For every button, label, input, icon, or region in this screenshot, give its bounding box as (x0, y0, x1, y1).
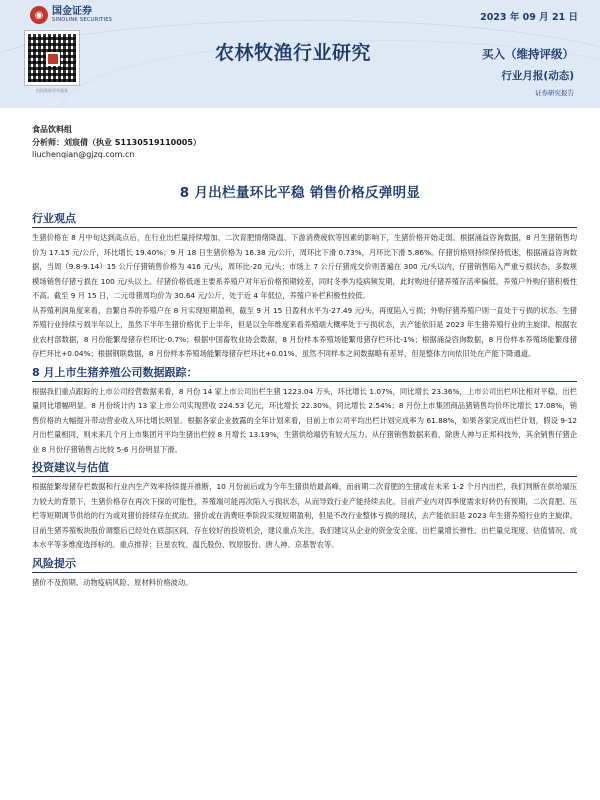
paragraph: 生猪价格在 8 月中旬达到高点后，在行业出栏量持续增加、二次育肥情绪降温、下游消费疲软等因素的影响下，生猪价格开始走弱。根据涌益咨询数据，8 月生猪销售均价为 17.15 元/公斤，环比增长 19.40%；9 月 18 日生猪价格为 16.38 元/公斤，周环比下滑 0.73%，月环比下滑 5.86%。仔猪价格则持续保持低迷，根据涌益咨询数据，当周（9.8-9.14）15 公斤仔猪销售价格为 416 元/头，周环比-20 元/头；市场上 7 公斤仔猪成交价则普遍在 300 元/头以内，仔猪销售陷入严重亏损状态，多数规模场销售仔猪亏损在 100 元/头以上。仔猪价格低迷主要系养殖户对年后价格预期较差，同时冬季为疫病频发期，此时购进仔猪养殖存活率偏低，养殖户外购仔猪积极性不高。截至 9 月 15 日，二元母猪周均价为 30.64 元/公斤，处于近 4 年低位，养殖户补栏积极性较低。 (32, 233, 577, 300)
paragraph: 猪价不及预期、动物疫病风险、原材料价格波动。 (32, 577, 193, 587)
paragraph: 根据我们重点跟踪的上市公司经营数据来看，8 月份 14 家上市公司出栏生猪 1223.04 万头，环比增长 1.07%，同比增长 23.36%，上市公司出栏环比相对平稳，出栏量同比增幅明显。8 月份统计内 13 家上市公司实现营收 224.53 亿元，环比增长 22.30%，同比增长 2.54%；8 月份上市集团商品猪销售均价环比增长 17.08%，销售价格的大幅提升带动营业收入环比增长明显。根据各家企业披露的全年计划来看，目前上市公司平均出栏计划完成率为 61.88%，如果各家完成出栏计划，假设 9-12 月出栏量相同，则未来几个月上市集团月平均生猪出栏较 8 月增长 13.19%，生猪供给端仍有较大压力。从仔猪销售数据来看，除唐人神与正邦科技外，其余销售仔猪企业 8 月份仔猪销售占比较 5-6 月份明显下滑。 (32, 386, 577, 454)
rating-label: 买入（维持评级） (482, 47, 574, 61)
paragraph: 根据能繁母猪存栏数据和行业内生产效率持续提升推断，10 月份前后或为今年生猪供给最高峰，而前期二次育肥的生猪或在未来 1-2 个月内出栏，我们判断在供给端压力较大的背景下，生猪价格存在再次下探的可能性，养殖端可能再次陷入亏损状态，从而导致行业产能持续去化。目前产业内对四季度需求好转仍有预期，二次育肥、压栏等短期调节供给的行为或对猪价持续存在扰动。猪价或在消费旺季阶段实现短期盈利，但是不改行业整体亏损的现状，去产能依旧是 2023 年生猪养殖行业的主旋律。目前生猪养殖板块股价调整后已经处在底部区间，存在较好的投资机会，建议重点关注，我们建议从企业的资金安全度、出栏量增长弹性、出栏量兑现度、估值情况、成本水平等多维度选择标的。重点推荐：巨星农牧、温氏股份、牧原股份、唐人神、京基智农等。 (32, 482, 577, 549)
section-title-listed-companies: 8 月上市生猪养殖公司数据跟踪： (32, 364, 577, 382)
logo-english-name: SINOLINK SECURITIES (52, 17, 113, 23)
section-title-industry-view: 行业观点 (32, 210, 577, 228)
section-title-investment-advice: 投资建议与估值 (32, 459, 577, 477)
report-title: 农林牧渔行业研究 (215, 42, 372, 64)
report-body (32, 210, 577, 590)
report-type: 行业月报(动态) (501, 70, 574, 82)
analyst-info (32, 124, 201, 162)
qr-logo-icon (46, 52, 60, 66)
main-headline: 8 月出栏量环比平稳 销售价格反弹明显 (179, 185, 421, 201)
section-title-risk: 风险提示 (32, 555, 577, 573)
report-date: 2023 年 09 月 21 日 (480, 12, 578, 23)
report-category: 证券研究报告 (535, 89, 574, 97)
qr-caption: 扫码获取更多服务 (36, 88, 68, 93)
logo-icon: ◉ (30, 6, 48, 24)
logo-chinese-name: 国金证券 (52, 6, 92, 17)
report-header (0, 0, 600, 108)
qr-code[interactable] (24, 30, 80, 86)
company-logo (30, 5, 112, 25)
analyst-email[interactable]: liuchenqian@gjzq.com.cn (32, 150, 135, 159)
analyst-team: 食品饮料组 (32, 125, 72, 134)
paragraph: 从养殖利润角度来看，自繁自养的养殖户在 8 月实现短期盈利，截至 9 月 15 日盈利水平为-27.49 元/头，再度陷入亏损；外购仔猪养殖户则一直处于亏损的状态。生猪养殖行业持续亏损半年以上，虽然下半年生猪价格优于上半年，但是以全年维度来看养殖端大概率处于亏损状态，去产能依旧是 2023 年生猪养殖行业的主旋律。根据农业农村部数据，8 月份能繁母猪存栏环比-0.7%；根据中国畜牧业协会数据，8 月份样本养殖场能繁母猪存栏环比-1%；根据涌益咨询数据，8 月份样本养殖场能繁母猪存栏环比+0.04%；根据钢联数据，8 月份样本养殖场能繁母猪存栏环比+0.01%。虽然不同样本之间数据略有差异，但是整体方向依旧处在产能下降通道。 (32, 305, 577, 358)
analyst-name: 分析师：刘宸倩（执业 S1130519110005） (32, 137, 201, 147)
